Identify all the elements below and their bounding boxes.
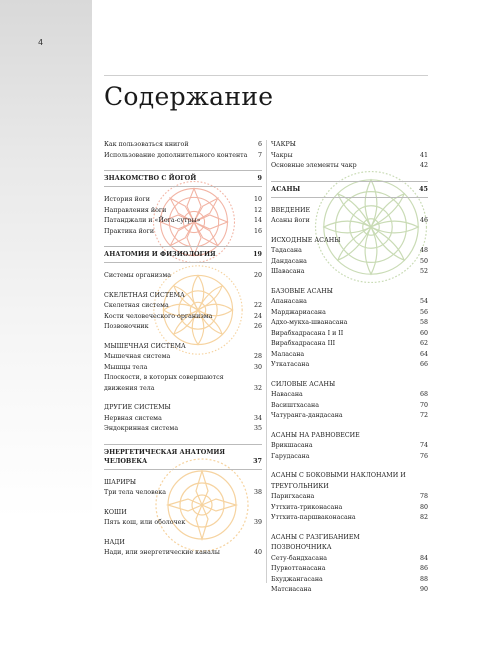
toc-entry[interactable] <box>104 227 262 238</box>
toc-entry-title: Нервная система <box>104 414 162 422</box>
toc-entry-page: 20 <box>253 272 262 279</box>
toc-entry-title: Основные элементы чакр <box>271 162 357 169</box>
toc-entry-title: Вирабхадрасана I и II <box>271 329 344 337</box>
toc-entry-title: Паригхасана <box>271 493 315 500</box>
toc-entry-title: Чатуранга-дандасана <box>271 412 343 419</box>
subgroup-title: ШАРИРЫ <box>104 478 137 486</box>
section-title: АСАНЫ <box>271 184 301 193</box>
toc-entry-title: Плоскости, в которых совершаются движения тела <box>104 374 224 392</box>
toc-entry-title: Уткатасана <box>271 361 310 368</box>
toc-entry-page: 82 <box>419 514 428 521</box>
subgroup-title: МЫШЕЧНАЯ СИСТЕМА <box>104 342 186 350</box>
toc-entry-page: 12 <box>253 206 262 214</box>
toc-entry-page: 41 <box>419 151 428 159</box>
toc-entry-title: Скелетная система <box>104 302 169 309</box>
section-page: 9 <box>257 174 262 182</box>
toc-subgroup-heading <box>271 431 428 442</box>
toc-entry[interactable] <box>271 411 428 422</box>
toc-subgroup-heading <box>271 287 428 298</box>
toc-entry-page: 88 <box>419 575 428 583</box>
toc-entry[interactable] <box>104 363 262 374</box>
toc-subgroup-heading <box>271 236 428 247</box>
toc-entry-title: История йоги <box>104 196 150 203</box>
toc-entry-title: Тадасана <box>271 247 302 254</box>
toc-entry-title: Пять кош, или оболочек <box>104 519 186 526</box>
toc-entry[interactable] <box>271 401 428 412</box>
toc-entry[interactable] <box>271 216 428 227</box>
toc-entry-title: Шавасана <box>271 268 305 275</box>
toc-entry-page: 16 <box>253 227 262 235</box>
toc-entry[interactable] <box>104 151 262 162</box>
toc-subgroup-heading <box>104 508 262 519</box>
toc-entry[interactable] <box>271 267 428 278</box>
toc-entry-page: 38 <box>253 489 262 496</box>
toc-entry-page: 78 <box>419 493 428 500</box>
subgroup-title: ДРУГИЕ СИСТЕМЫ <box>104 404 171 411</box>
toc-entry-page: 32 <box>253 384 262 392</box>
toc-entry-title: Три тела человека <box>104 489 167 496</box>
toc-entry-title: Дандасана <box>271 257 307 265</box>
toc-entry-page: 26 <box>253 323 262 330</box>
toc-entry-page: 24 <box>253 312 262 320</box>
toc-entry-page: 46 <box>419 217 428 224</box>
toc-entry-title: Бхуджангасана <box>271 575 323 583</box>
title-rule <box>104 75 428 76</box>
toc-section-heading[interactable] <box>104 444 262 470</box>
toc-entry-page: 74 <box>419 442 428 449</box>
toc-entry[interactable] <box>104 322 262 333</box>
toc-entry[interactable] <box>271 151 428 162</box>
toc-subgroup-heading <box>271 140 428 151</box>
toc-entry-title: Патанджали и «Йога-сутры» <box>104 217 201 224</box>
toc-entry[interactable] <box>271 161 428 172</box>
toc-entry-title: Практика йоги <box>104 227 155 235</box>
toc-entry-title: Как пользоваться книгой <box>104 141 189 148</box>
toc-entry-page: 70 <box>419 401 428 409</box>
toc-entry-title: Врикшасана <box>271 442 313 449</box>
toc-entry[interactable] <box>271 297 428 308</box>
toc-entry-title: Апанасана <box>271 298 307 305</box>
toc-entry-page: 30 <box>253 363 262 371</box>
toc-entry-title: Матсиасана <box>271 586 312 593</box>
toc-subgroup-heading <box>271 206 428 217</box>
toc-entry[interactable] <box>104 424 262 435</box>
subgroup-title: АСАНЫ НА РАВНОВЕСИЕ <box>271 431 360 439</box>
toc-subgroup-heading <box>104 478 262 489</box>
toc-entry-title: Чакры <box>271 151 293 159</box>
toc-entry-page: 7 <box>257 151 262 159</box>
toc-entry[interactable] <box>104 518 262 529</box>
toc-entry[interactable] <box>271 350 428 361</box>
toc-entry-title: Нади, или энергетические каналы <box>104 549 220 556</box>
toc-entry-title: Уттхита-триконасана <box>271 503 343 511</box>
toc-entry-page: 90 <box>419 586 428 593</box>
toc-entry-page: 60 <box>419 329 428 337</box>
toc-entry-page: 76 <box>419 452 428 460</box>
toc-entry-page: 22 <box>253 302 262 309</box>
toc-entry-page: 72 <box>419 412 428 419</box>
toc-entry-page: 35 <box>253 425 262 432</box>
toc-subgroup-heading <box>104 403 262 414</box>
toc-entry[interactable] <box>271 452 428 463</box>
toc-entry-page: 54 <box>419 298 428 305</box>
toc-entry[interactable] <box>271 390 428 401</box>
toc-entry[interactable] <box>104 195 262 206</box>
toc-entry[interactable] <box>271 585 428 596</box>
toc-entry-title: Эндокринная система <box>104 425 179 432</box>
section-title: ЭНЕРГЕТИЧЕСКАЯ АНАТОМИЯ ЧЕЛОВЕКА <box>104 447 226 465</box>
toc-entry-page: 86 <box>419 565 428 572</box>
toc-entry[interactable] <box>271 564 428 575</box>
toc-entry[interactable] <box>271 257 428 268</box>
toc-entry-page: 52 <box>419 268 428 275</box>
toc-entry-title: Направления йоги <box>104 206 167 214</box>
toc-entry[interactable] <box>104 301 262 312</box>
toc-entry-title: Марджариасана <box>271 308 326 316</box>
toc-entry[interactable] <box>271 513 428 524</box>
subgroup-title: АСАНЫ С БОКОВЫМИ НАКЛОНАМИ И ТРЕУГОЛЬНИКИ <box>271 472 406 490</box>
toc-entry[interactable] <box>104 373 262 394</box>
toc-entry-title: Асаны йоги <box>271 217 310 224</box>
toc-entry[interactable] <box>271 492 428 503</box>
toc-entry-title: Системы организма <box>104 272 172 279</box>
toc-right-column <box>271 140 428 596</box>
toc-entry-title: Кости человеческого организма <box>104 312 213 320</box>
toc-entry-title: Мышечная система <box>104 353 171 360</box>
toc-subgroup-heading <box>271 380 428 391</box>
toc-entry[interactable] <box>104 488 262 499</box>
toc-subgroup-heading <box>104 291 262 302</box>
toc-entry[interactable] <box>271 554 428 565</box>
section-title: АНАТОМИЯ И ФИЗИОЛОГИЯ <box>104 250 216 258</box>
toc-entry-page: 39 <box>253 519 262 526</box>
toc-entry-title: Вирабхадрасана III <box>271 340 336 347</box>
subgroup-title: СИЛОВЫЕ АСАНЫ <box>271 380 336 388</box>
toc-entry-title: Адхо-мукха-шванасана <box>271 319 348 326</box>
subgroup-title: ИСХОДНЫЕ АСАНЫ <box>271 236 341 244</box>
toc-entry-title: Гарудасана <box>271 452 310 460</box>
toc-entry[interactable] <box>271 318 428 329</box>
toc-entry-title: Васиштхасана <box>271 401 319 409</box>
toc-entry[interactable] <box>271 503 428 514</box>
toc-entry-page: 40 <box>253 549 262 556</box>
toc-entry[interactable] <box>104 414 262 425</box>
column-divider <box>266 140 267 583</box>
toc-entry-page: 66 <box>419 361 428 368</box>
toc-entry[interactable] <box>271 246 428 257</box>
toc-entry[interactable] <box>271 339 428 350</box>
toc-entry-page: 56 <box>419 308 428 316</box>
section-page: 37 <box>253 456 262 465</box>
toc-entry[interactable] <box>271 441 428 452</box>
toc-entry-title: Навасана <box>271 391 303 398</box>
toc-entry[interactable] <box>104 312 262 323</box>
toc-entry[interactable] <box>104 140 262 151</box>
toc-entry[interactable] <box>271 360 428 371</box>
toc-entry-page: 50 <box>419 257 428 265</box>
toc-entry[interactable] <box>104 206 262 217</box>
toc-entry-title: Уттхита-паршваконасана <box>271 514 356 521</box>
toc-entry-page: 42 <box>419 162 428 169</box>
toc-entry-page: 64 <box>419 350 428 358</box>
toc-entry-page: 68 <box>419 391 428 398</box>
page-title: Содержание <box>104 82 274 111</box>
section-title: ЗНАКОМСТВО С ЙОГОЙ <box>104 174 197 182</box>
subgroup-title: АСАНЫ С РАЗГИБАНИЕМ ПОЗВОНОЧНИКА <box>271 533 360 551</box>
toc-entry-title: Позвоночник <box>104 323 149 330</box>
toc-entry-page: 80 <box>419 503 428 511</box>
toc-subgroup-heading <box>271 471 428 492</box>
toc-entry-title: Сету-бандхасана <box>271 554 328 562</box>
toc-entry-page: 10 <box>253 196 262 203</box>
toc-entry-page: 84 <box>419 554 428 562</box>
toc-entry-page: 6 <box>257 141 262 148</box>
toc-entry-page: 58 <box>419 319 428 326</box>
toc-entry-title: Пурвоттанасана <box>271 565 326 572</box>
subgroup-title: ЧАКРЫ <box>271 141 296 148</box>
toc-entry-title: Мышцы тела <box>104 363 148 371</box>
subgroup-title: КОШИ <box>104 508 127 516</box>
toc-entry-title: Использование дополнительного контента <box>104 151 248 159</box>
toc-entry[interactable] <box>104 216 262 227</box>
toc-entry[interactable] <box>271 329 428 340</box>
toc-subgroup-heading <box>104 538 262 549</box>
page-margin-band <box>0 0 92 650</box>
toc-section-heading[interactable] <box>104 170 262 187</box>
section-page: 19 <box>253 250 262 258</box>
toc-subgroup-heading <box>104 342 262 353</box>
toc-section-heading[interactable] <box>271 181 428 198</box>
toc-entry-page: 28 <box>253 353 262 360</box>
toc-entry[interactable] <box>104 271 262 282</box>
subgroup-title: СКЕЛЕТНАЯ СИСТЕМА <box>104 291 185 299</box>
toc-left-column <box>104 140 262 559</box>
toc-entry[interactable] <box>271 308 428 319</box>
toc-section-heading[interactable] <box>104 246 262 263</box>
page-number: 4 <box>38 38 44 47</box>
toc-entry[interactable] <box>104 352 262 363</box>
toc-entry[interactable] <box>104 548 262 559</box>
toc-entry-page: 62 <box>419 340 428 347</box>
toc-entry[interactable] <box>271 575 428 586</box>
subgroup-title: ВВЕДЕНИЕ <box>271 206 311 214</box>
toc-subgroup-heading <box>271 533 428 554</box>
subgroup-title: НАДИ <box>104 538 125 546</box>
section-page: 45 <box>419 184 428 193</box>
toc-entry-page: 34 <box>253 414 262 422</box>
toc-entry-page: 48 <box>419 247 428 254</box>
subgroup-title: БАЗОВЫЕ АСАНЫ <box>271 287 333 295</box>
toc-entry-page: 14 <box>253 217 262 224</box>
toc-entry-title: Маласана <box>271 350 305 358</box>
